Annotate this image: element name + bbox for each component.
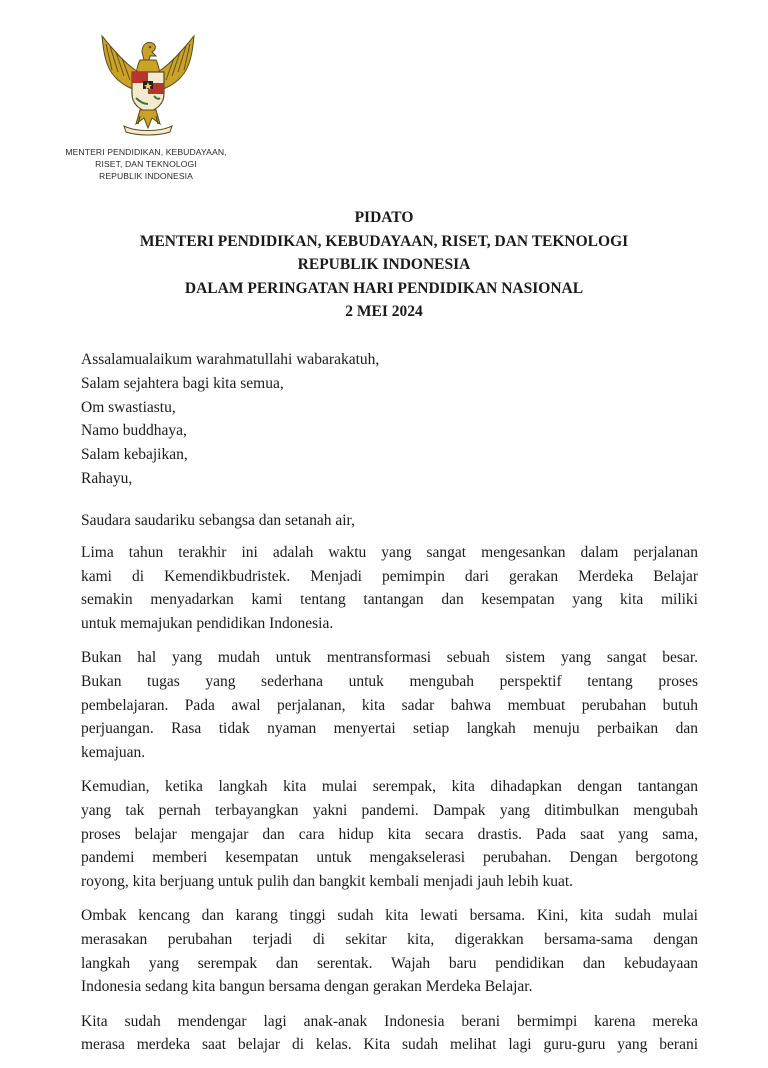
ministry-line: MENTERI PENDIDIKAN, KEBUDAYAAN, <box>65 147 227 157</box>
speech-paragraph <box>81 775 698 893</box>
greeting-line: Salam sejahtera bagi kita semua, <box>81 374 284 392</box>
greeting-line: Assalamualaikum warahmatullahi wabarakatuh, <box>81 351 380 368</box>
greeting-line: Namo buddhaya, <box>81 422 187 440</box>
paragraph-line: untuk memajukan pendidikan Indonesia. <box>81 614 334 632</box>
paragraph-line: yang tak pernah terbayangkan yakni pandemi. Dampak yang ditimbulkan mengubah <box>81 801 698 819</box>
speech-title <box>0 206 768 324</box>
paragraph-line: Kemudian, ketika langkah kita mulai serempak, kita dihadapkan dengan tantangan <box>81 778 698 796</box>
title-line: 2 MEI 2024 <box>345 303 423 320</box>
greeting-line: Salam kebajikan, <box>81 446 188 464</box>
speech-paragraph <box>81 646 698 764</box>
salutation: Saudara saudariku sebangsa dan setanah air, <box>81 512 355 529</box>
paragraph-line: Indonesia sedang kita bangun bersama dengan gerakan Merdeka Belajar. <box>81 978 533 996</box>
title-line: MENTERI PENDIDIKAN, KEBUDAYAAN, RISET, DAN TEKNOLOGI <box>139 232 629 250</box>
paragraph-line: Bukan hal yang mudah untuk mentransformasi sebuah sistem yang sangat besar. <box>81 649 698 667</box>
speech-body <box>81 541 698 1068</box>
paragraph-line: merasa merdeka saat belajar di kelas. Kita sudah melihat lagi guru-guru yang berani <box>81 1036 698 1054</box>
garuda-pancasila-emblem-icon <box>96 32 200 136</box>
title-line: REPUBLIK INDONESIA <box>297 256 471 273</box>
paragraph-line: merasakan perubahan terjadi di sekitar kita, digerakkan bersama-sama dengan <box>81 930 698 948</box>
paragraph-line: semakin menyadarkan kami tentang tantangan dan kesempatan yang kita miliki <box>81 591 698 609</box>
paragraph-line: Ombak kencang dan karang tinggi sudah kita lewati bersama. Kini, kita sudah mulai <box>81 907 698 925</box>
greetings-block <box>81 348 379 491</box>
greeting-line: Om swastiastu, <box>81 398 176 416</box>
paragraph-line: pembelajaran. Pada awal perjalanan, kita sadar bahwa membuat perubahan butuh <box>81 696 698 714</box>
paragraph-line: kemajuan. <box>81 743 146 761</box>
paragraph-line: pandemi memberi kesempatan untuk mengakselerasi perubahan. Dengan bergotong <box>81 849 698 867</box>
greeting-line: Rahayu, <box>81 469 133 487</box>
paragraph-line: Kita sudah mendengar lagi anak-anak Indonesia berani bermimpi karena mereka <box>81 1012 698 1030</box>
ministry-line: REPUBLIK INDONESIA <box>99 171 193 181</box>
paragraph-line: Lima tahun terakhir ini adalah waktu yang sangat mengesankan dalam perjalanan <box>81 544 698 561</box>
title-line: PIDATO <box>354 209 414 226</box>
speech-paragraph <box>81 904 698 998</box>
paragraph-line: perjuangan. Rasa tidak nyaman menyertai setiap langkah menuju perbaikan dan <box>81 720 698 738</box>
paragraph-line: Bukan tugas yang sederhana untuk mengubah perspektif tentang proses <box>81 672 698 690</box>
paragraph-line: royong, kita berjuang untuk pulih dan bangkit kembali menjadi jauh lebih kuat. <box>81 872 574 890</box>
paragraph-line: langkah yang serempak dan serentak. Wajah baru pendidikan dan kebudayaan <box>81 954 698 972</box>
speech-paragraph <box>81 1010 698 1057</box>
ministry-letterhead <box>28 146 264 182</box>
paragraph-line: kami di Kemendikbudristek. Menjadi pemimpin dari gerakan Merdeka Belajar <box>81 567 698 585</box>
title-line: DALAM PERINGATAN HARI PENDIDIKAN NASIONAL <box>184 279 584 297</box>
paragraph-line: proses belajar mengajar dan cara hidup kita secara drastis. Pada saat yang sama, <box>81 825 698 843</box>
speech-paragraph <box>81 541 698 635</box>
ministry-line: RISET, DAN TEKNOLOGI <box>95 159 197 169</box>
